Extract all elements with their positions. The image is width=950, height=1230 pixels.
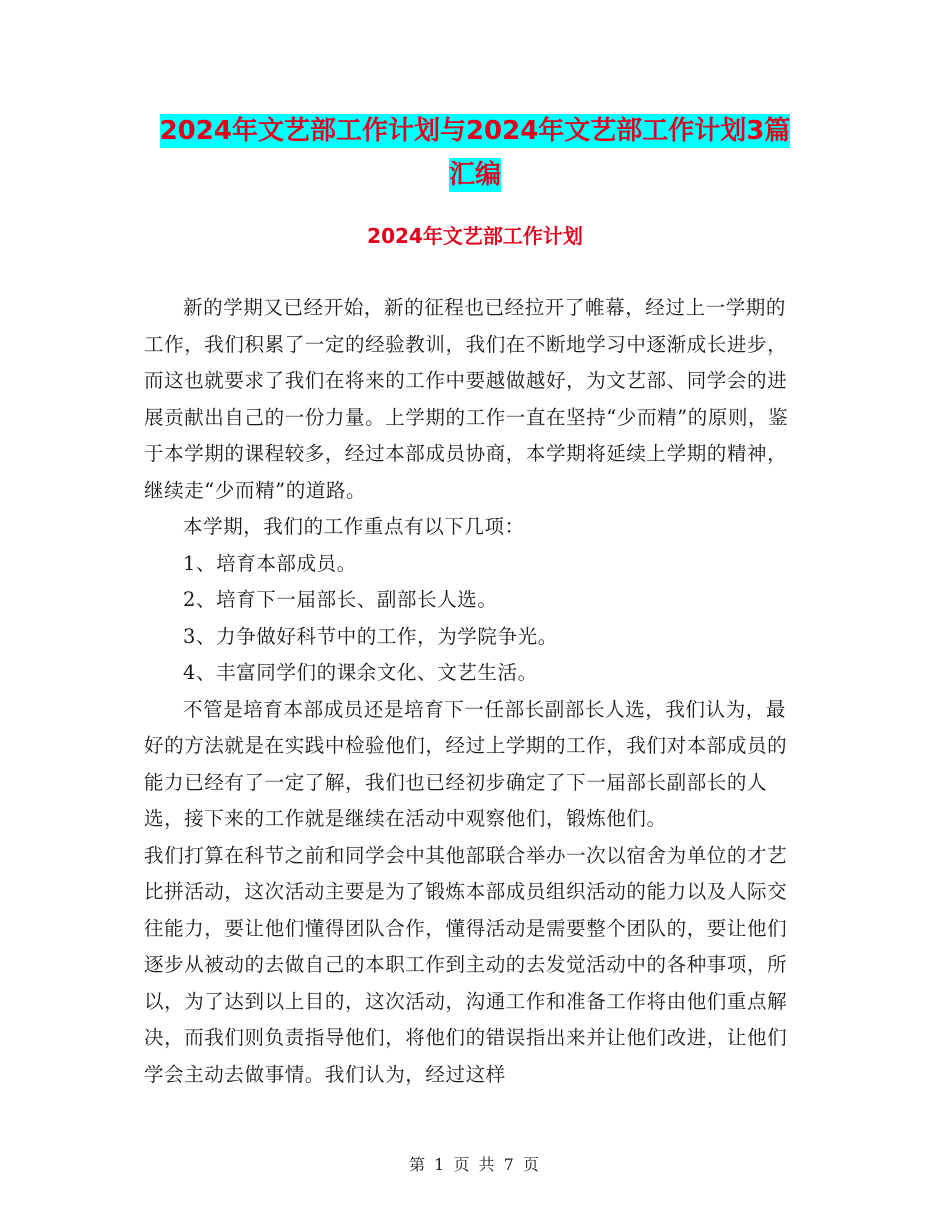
section-heading: 2024年文艺部工作计划 bbox=[367, 224, 583, 248]
paragraph-intro: 新的学期又已经开始，新的征程也已经拉开了帷幕，经过上一学期的工作，我们积累了一定的经验教训，我们在不断地学习中逐渐成长进步，而这也就要求了我们在将来的工作中要越做越好，为文艺部、同学会的进展贡献出自己的一份力量。上学期的工作一直在坚持“少而精”的原则，鉴于本学期的课程较多，经过本部成员协商，本学期将延续上学期的精神，继续走“少而精”的道路。 bbox=[144, 296, 789, 502]
list-item: 3、力争做好科节中的工作，为学院争光。 bbox=[183, 624, 558, 648]
page-footer: 第 1 页 共 7 页 bbox=[409, 1155, 541, 1174]
list-item: 2、培育下一届部长、副部长人选。 bbox=[183, 588, 498, 611]
document-title bbox=[140, 108, 810, 154]
document-title-line2: 汇编 bbox=[448, 160, 501, 190]
document-body bbox=[144, 290, 804, 1093]
list-item: 4、丰富同学们的课余文化、文艺生活。 bbox=[183, 661, 538, 684]
document-title-continued bbox=[140, 152, 810, 198]
list-item: 1、培育本部成员。 bbox=[183, 551, 357, 575]
paragraph-training: 不管是培育本部成员还是培育下一任部长副部长人选，我们认为，最好的方法就是在实践中检验他们，经过上学期的工作，我们对本部成员的能力已经有了一定了解，我们也已经初步确定了下一届部长副部长的人选，接下来的工作就是继续在活动中观察他们，锻炼他们。 bbox=[144, 697, 788, 830]
document-title-line1: 2024年文艺部工作计划与2024年文艺部工作计划3篇 bbox=[159, 116, 791, 146]
paragraph-focus-intro: 本学期，我们的工作重点有以下几项： bbox=[183, 515, 525, 538]
paragraph-activity-plan: 我们打算在科节之前和同学会中其他部联合举办一次以宿舍为单位的才艺比拼活动，这次活动主要是为了锻炼本部成员组织活动的能力以及人际交往能力，要让他们懂得团队合作，懂得活动是需要整个团队的，要让他们逐步从被动的去做自己的本职工作到主动的去发觉活动中的各种事项，所以，为了达到以上目的，这次活动，沟通工作和准备工作将由他们重点解决，而我们则负责指导他们，将他们的错误指出来并让他们改进，让他们学会主动去做事情。我们认为，经过这样 bbox=[144, 843, 788, 1086]
